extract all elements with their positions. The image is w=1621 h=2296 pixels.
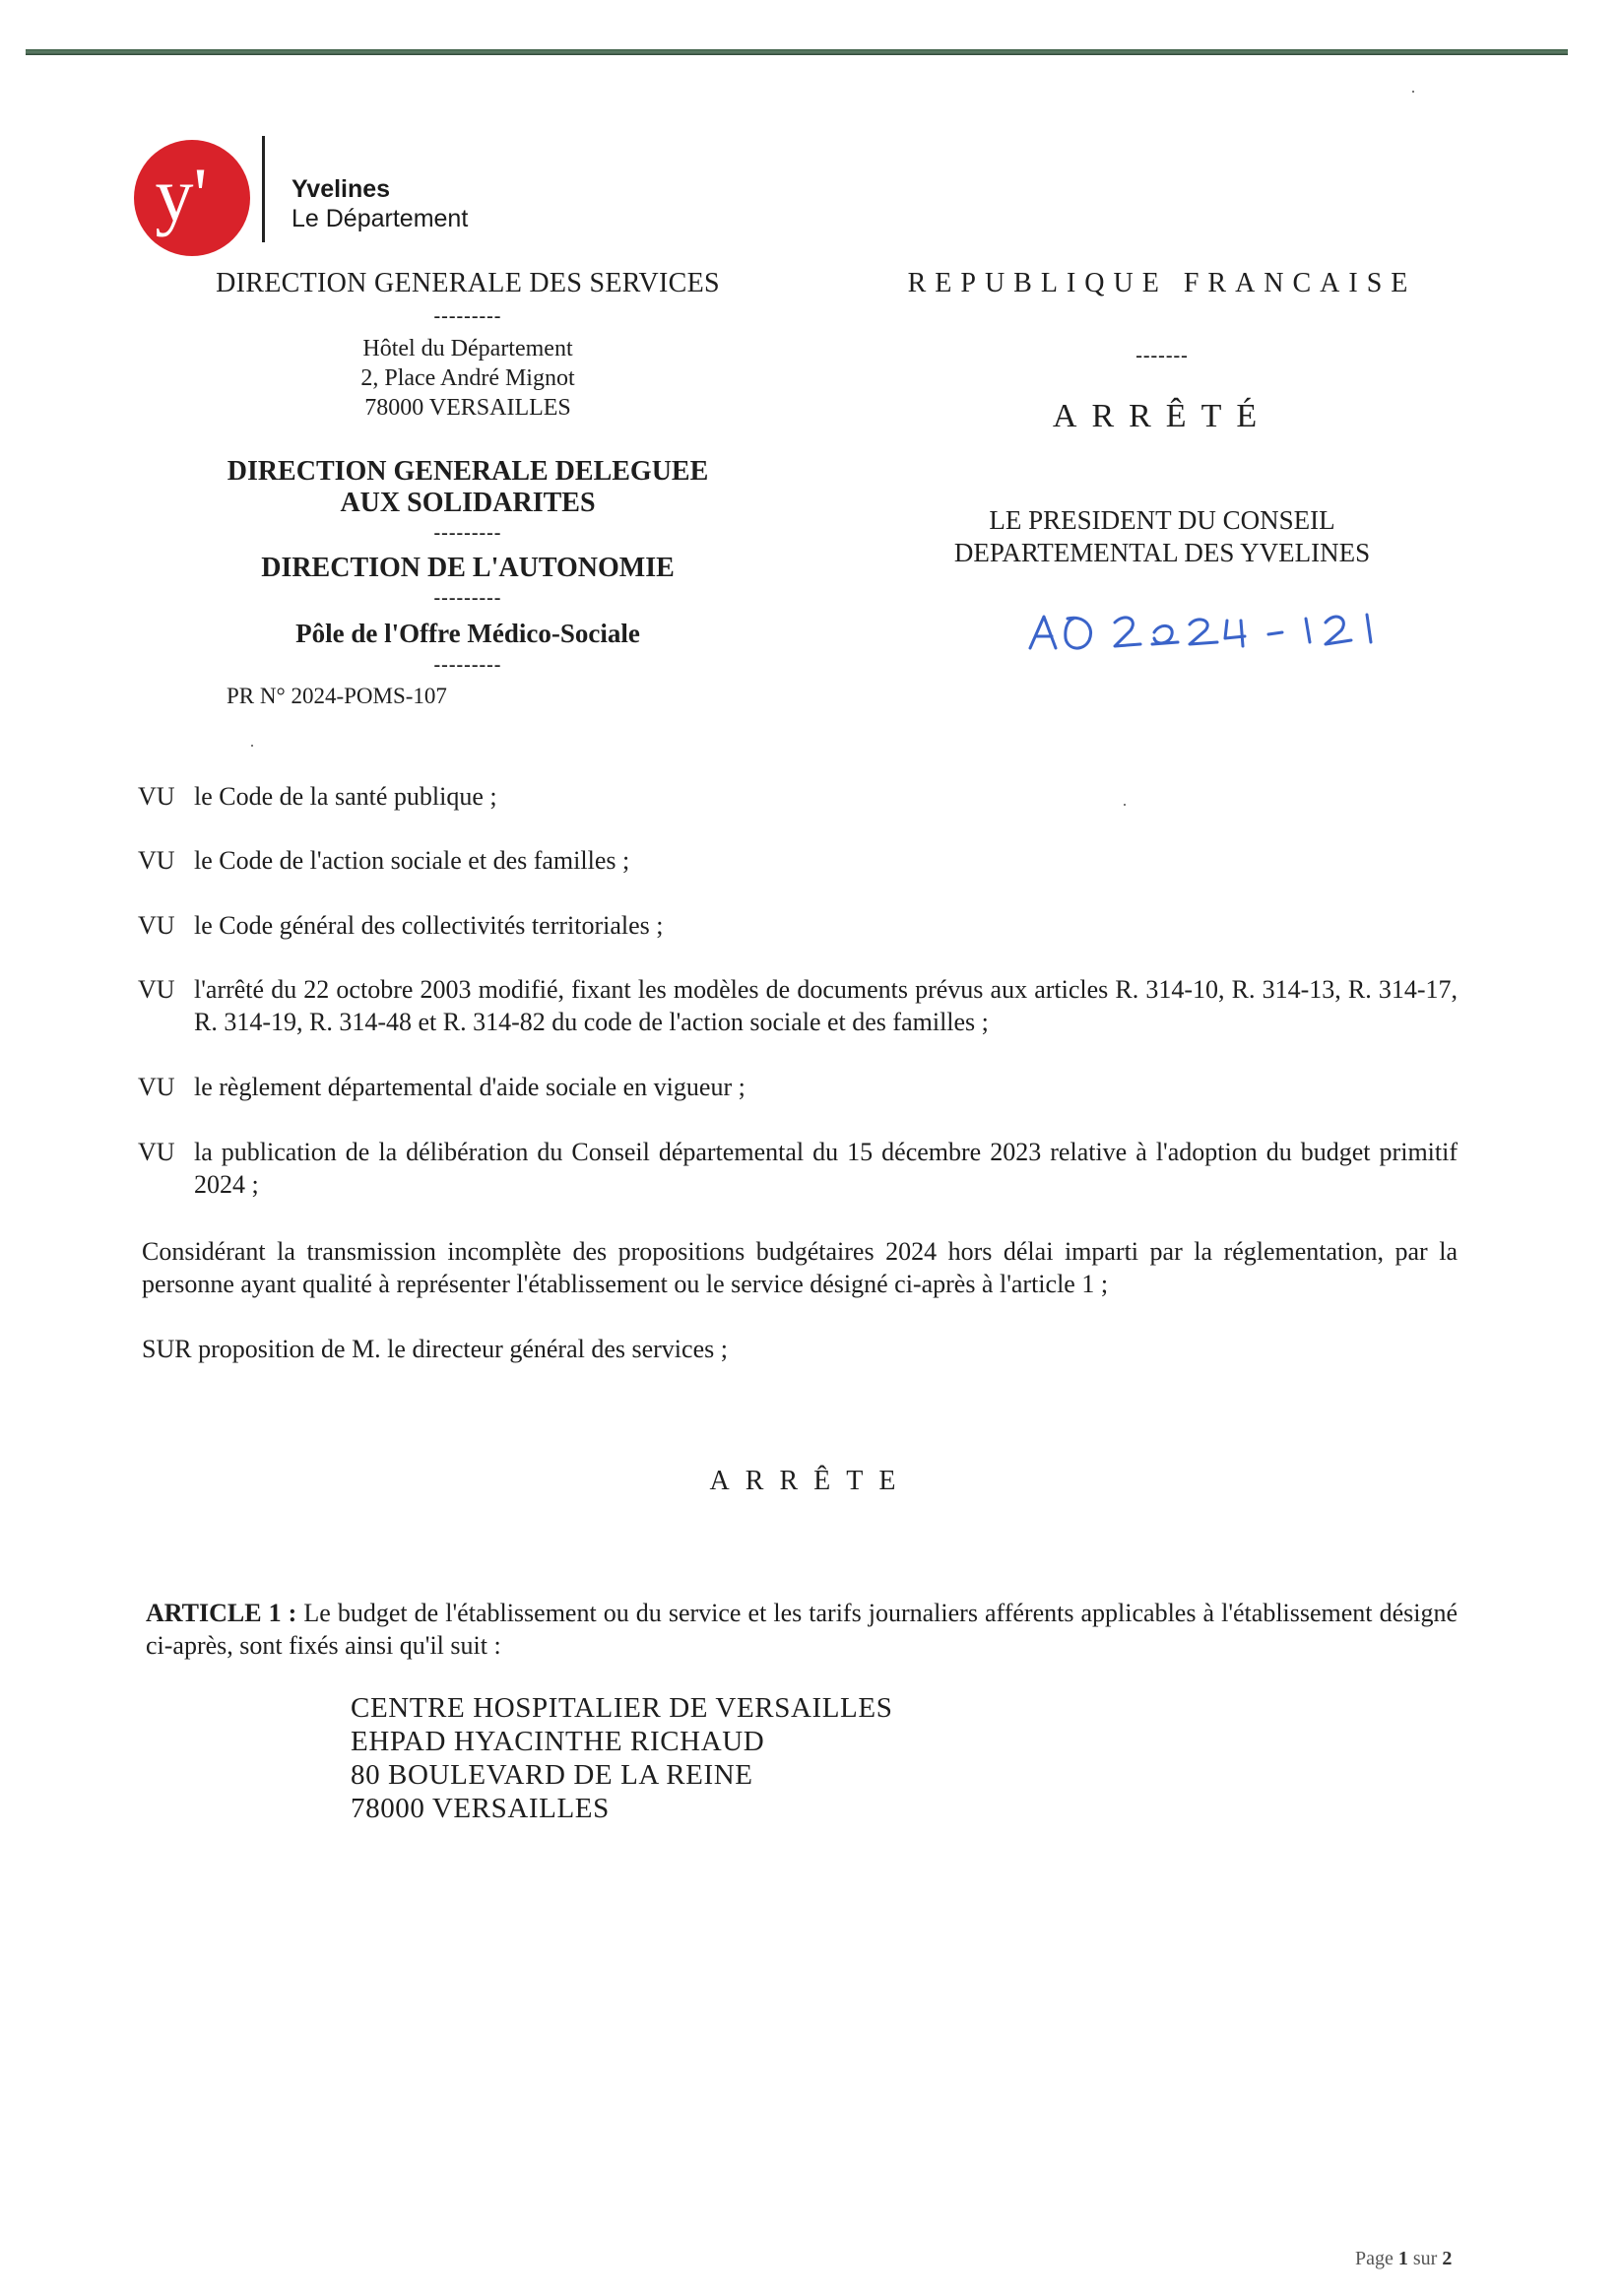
establishment-line: 78000 VERSAILLES: [351, 1793, 610, 1824]
visa-key: VU: [138, 975, 175, 1004]
visa-item: [138, 1071, 1458, 1103]
establishment-line: CENTRE HOSPITALIER DE VERSAILLES: [351, 1692, 893, 1724]
visa-text: la publication de la délibération du Conseil départemental du 15 décembre 2023 relative à l'adoption du budget primitif 2024 ;: [194, 1138, 1458, 1199]
visa-key: VU: [138, 1138, 175, 1166]
scan-speck: [1124, 804, 1126, 806]
sur-proposition-paragraph: SUR proposition de M. le directeur général des services ;: [142, 1335, 728, 1363]
visa-key: VU: [138, 782, 175, 811]
visa-item: [138, 909, 1458, 942]
visa-item: [138, 1136, 1458, 1201]
visa-text: le Code de l'action sociale et des familles ;: [194, 846, 630, 875]
establishment-line: EHPAD HYACINTHE RICHAUD: [351, 1726, 765, 1757]
scan-speck: [1412, 91, 1414, 93]
logo-subtitle: Le Département: [292, 205, 469, 232]
autonomie-heading: DIRECTION DE L'AUTONOMIE: [261, 553, 675, 583]
visa-text: le règlement départemental d'aide sociale en vigueur ;: [194, 1073, 746, 1101]
visa-item: [138, 973, 1458, 1038]
handwritten-reference: [1024, 597, 1418, 666]
scan-speck: [251, 745, 253, 747]
establishment-address: [351, 1691, 892, 1825]
visa-key: VU: [138, 846, 175, 875]
logo-separator: [262, 136, 265, 242]
visa-text: le Code général des collectivités territoriales ;: [194, 911, 664, 940]
article-1-label: ARTICLE 1 :: [146, 1599, 297, 1627]
visa-key: VU: [138, 1073, 175, 1101]
article-1: [146, 1597, 1458, 1662]
address-line: 2, Place André Mignot: [360, 365, 575, 391]
considerant-paragraph: Considérant la transmission incomplète des propositions budgétaires 2024 hors délai imparti par la réglementation, par la personne ayant qualité à représenter l'établissement ou le service désigné ci-après à l'article 1 ;: [142, 1237, 1458, 1298]
dash-separator: ---------: [433, 305, 502, 327]
page-prefix: Page: [1355, 2248, 1394, 2269]
visa-text: le Code de la santé publique ;: [194, 782, 497, 811]
dgd-heading: DIRECTION GENERALE DELEGUEE: [227, 456, 709, 487]
arrete-title: ARRÊTÉ: [1052, 398, 1272, 434]
arrete-heading: ARRÊTE: [709, 1466, 912, 1496]
reference-number: PR N° 2024-POMS-107: [227, 684, 447, 708]
dash-separator: ---------: [433, 587, 502, 609]
president-heading: LE PRESIDENT DU CONSEIL: [989, 505, 1335, 535]
visa-item: [138, 844, 1458, 877]
dash-separator: -------: [1135, 345, 1189, 366]
page-number: [1355, 2248, 1452, 2270]
dgs-heading: DIRECTION GENERALE DES SERVICES: [216, 268, 720, 298]
address-line: Hôtel du Département: [362, 336, 573, 361]
president-heading-line2: DEPARTEMENTAL DES YVELINES: [953, 538, 1371, 567]
establishment-line: 80 BOULEVARD DE LA REINE: [351, 1759, 753, 1791]
dash-separator: ---------: [433, 522, 502, 544]
page-total: 2: [1442, 2248, 1453, 2269]
page-current: 1: [1397, 2248, 1408, 2269]
yvelines-logo-icon: [132, 138, 252, 258]
scan-top-rule: [26, 49, 1568, 55]
republique-heading: REPUBLIQUE FRANCAISE: [907, 268, 1417, 298]
pole-heading: Pôle de l'Offre Médico-Sociale: [295, 619, 640, 648]
article-1-text: Le budget de l'établissement ou du service et les tarifs journaliers afférents applicables à l'établissement désigné ci-après, sont fixés ainsi qu'il suit :: [146, 1599, 1459, 1660]
dgd-heading-line2: AUX SOLIDARITES: [340, 488, 596, 518]
visa-key: VU: [138, 911, 175, 940]
logo-mark: y': [155, 152, 208, 237]
visa-text: l'arrêté du 22 octobre 2003 modifié, fixant les modèles de documents prévus aux articles R. 314-10, R. 314-13, R. 314-17, R. 314-19, R. 314-48 et R. 314-82 du code de l'action sociale et des familles ;: [194, 975, 1458, 1036]
logo-title: Yvelines: [292, 175, 391, 203]
visa-item: [138, 780, 1458, 813]
dash-separator: ---------: [433, 654, 502, 676]
address-line: 78000 VERSAILLES: [364, 395, 571, 421]
page-sep: sur: [1412, 2248, 1438, 2269]
